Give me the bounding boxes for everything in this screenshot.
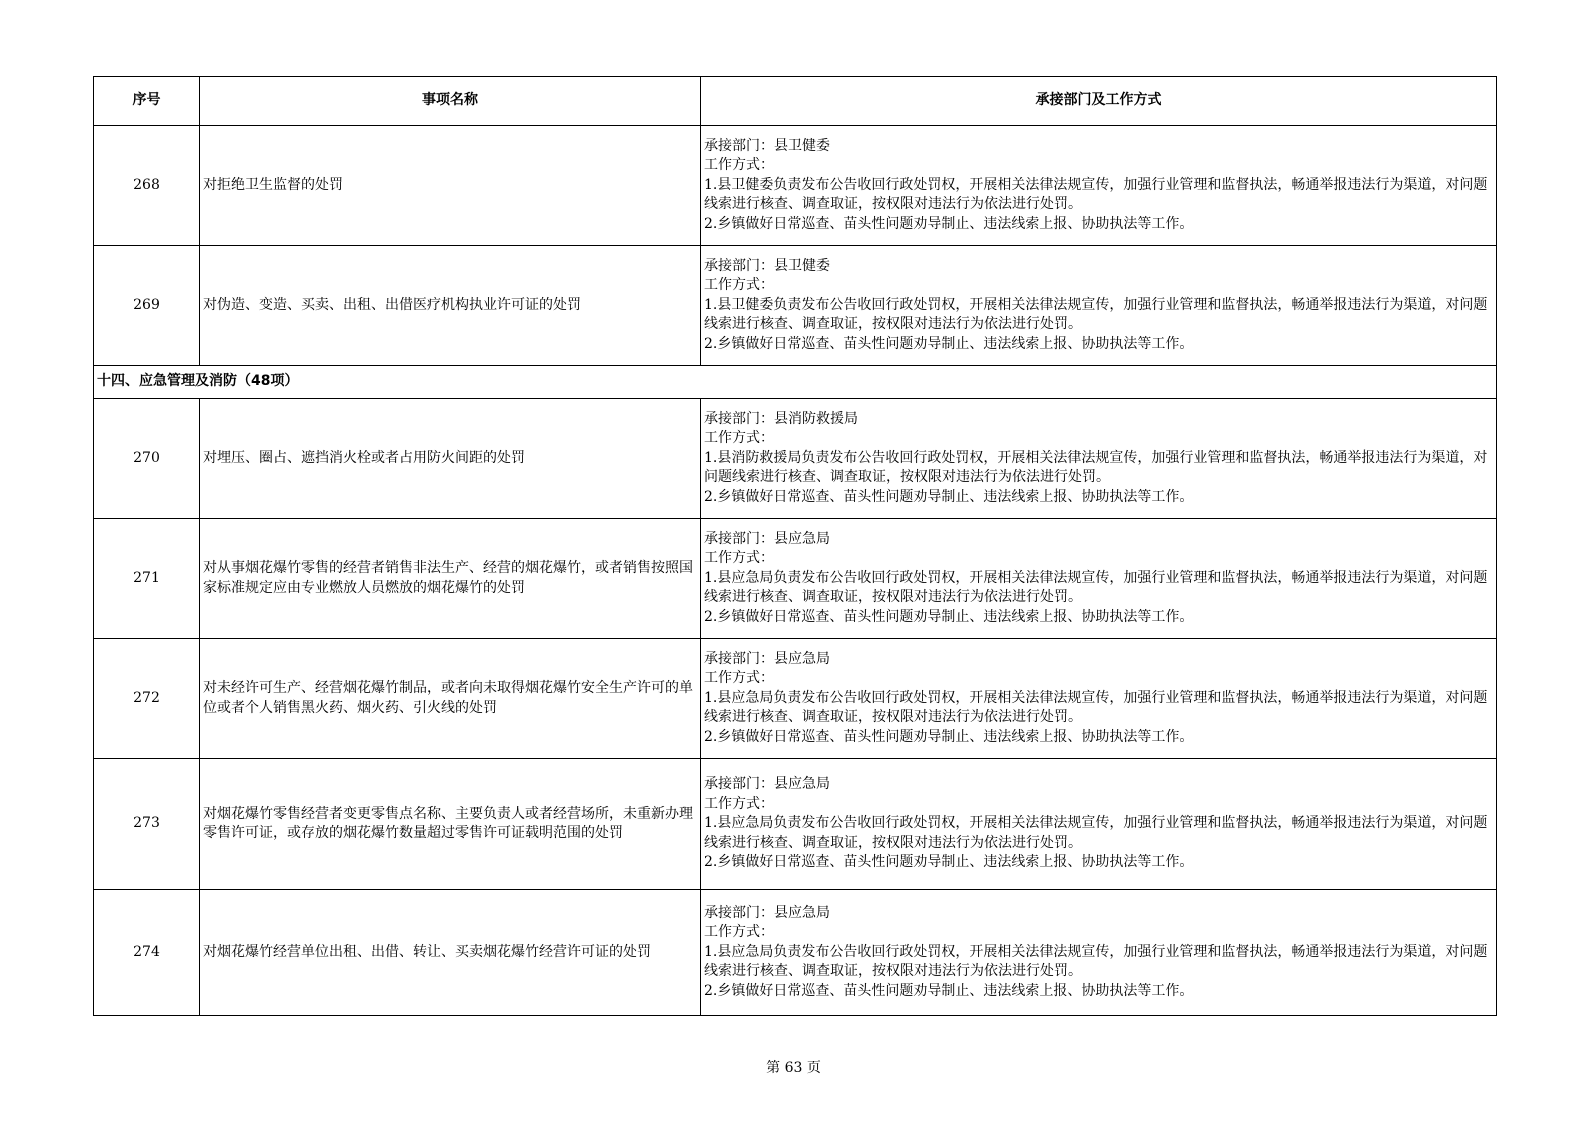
- row-number: 274: [94, 890, 200, 1016]
- method-item-2: 2.乡镇做好日常巡查、苗头性问题劝导制止、违法线索上报、协助执法等工作。: [704, 488, 1194, 505]
- method-item-2: 2.乡镇做好日常巡查、苗头性问题劝导制止、违法线索上报、协助执法等工作。: [704, 854, 1194, 871]
- row-item-name: 对从事烟花爆竹零售的经营者销售非法生产、经营的烟花爆竹，或者销售按照国家标准规定应由专业燃放人员燃放的烟花爆竹的处罚: [200, 519, 701, 639]
- method-item-1: 1.县应急局负责发布公告收回行政处罚权，开展相关法律法规宣传，加强行业管理和监督执法，畅通举报违法行为渠道，对问题线索进行核查、调查取证，按权限对违法行为依法进行处罚。: [704, 569, 1488, 606]
- method-label: 工作方式：: [704, 430, 774, 447]
- row-number: 269: [94, 246, 200, 366]
- method-item-1: 1.县应急局负责发布公告收回行政处罚权，开展相关法律法规宣传，加强行业管理和监督执法，畅通举报违法行为渠道，对问题线索进行核查、调查取证，按权限对违法行为依法进行处罚。: [704, 689, 1488, 726]
- row-department-cell: [701, 126, 1497, 246]
- row-number: 272: [94, 639, 200, 759]
- method-item-1: 1.县应急局负责发布公告收回行政处罚权，开展相关法律法规宣传，加强行业管理和监督执法，畅通举报违法行为渠道，对问题线索进行核查、调查取证，按权限对违法行为依法进行处罚。: [704, 943, 1488, 980]
- row-item-name: 对伪造、变造、买卖、出租、出借医疗机构执业许可证的处罚: [200, 246, 701, 366]
- table-row: [94, 890, 1497, 1016]
- row-number: 271: [94, 519, 200, 639]
- method-item-2: 2.乡镇做好日常巡查、苗头性问题劝导制止、违法线索上报、协助执法等工作。: [704, 982, 1194, 999]
- row-department-cell: [701, 246, 1497, 366]
- method-item-1: 1.县卫健委负责发布公告收回行政处罚权，开展相关法律法规宣传，加强行业管理和监督执法，畅通举报违法行为渠道，对问题线索进行核查、调查取证，按权限对违法行为依法进行处罚。: [704, 296, 1488, 333]
- method-label: 工作方式：: [704, 795, 774, 812]
- row-department-cell: [701, 519, 1497, 639]
- row-department-cell: [701, 759, 1497, 890]
- row-department-cell: [701, 639, 1497, 759]
- table-header-row: [94, 77, 1497, 126]
- method-item-1: 1.县卫健委负责发布公告收回行政处罚权，开展相关法律法规宣传，加强行业管理和监督执法，畅通举报违法行为渠道，对问题线索进行核查、调查取证，按权限对违法行为依法进行处罚。: [704, 176, 1488, 213]
- method-label: 工作方式：: [704, 924, 774, 941]
- row-department-cell: [701, 890, 1497, 1016]
- items-table: [93, 76, 1497, 1016]
- table-row: [94, 759, 1497, 890]
- section-row: [94, 366, 1497, 399]
- department-label: 承接部门：县应急局: [704, 530, 830, 547]
- method-item-2: 2.乡镇做好日常巡查、苗头性问题劝导制止、违法线索上报、协助执法等工作。: [704, 215, 1194, 232]
- department-label: 承接部门：县卫健委: [704, 257, 830, 274]
- row-item-name: 对烟花爆竹经营单位出租、出借、转让、买卖烟花爆竹经营许可证的处罚: [200, 890, 701, 1016]
- table-row: [94, 399, 1497, 519]
- department-label: 承接部门：县应急局: [704, 650, 830, 667]
- method-item-2: 2.乡镇做好日常巡查、苗头性问题劝导制止、违法线索上报、协助执法等工作。: [704, 335, 1194, 352]
- row-item-name: 对未经许可生产、经营烟花爆竹制品，或者向未取得烟花爆竹安全生产许可的单位或者个人销售黑火药、烟火药、引火线的处罚: [200, 639, 701, 759]
- method-label: 工作方式：: [704, 550, 774, 567]
- department-label: 承接部门：县卫健委: [704, 137, 830, 154]
- department-label: 承接部门：县消防救援局: [704, 410, 858, 427]
- table-row: [94, 246, 1497, 366]
- method-label: 工作方式：: [704, 670, 774, 687]
- method-label: 工作方式：: [704, 157, 774, 174]
- department-label: 承接部门：县应急局: [704, 776, 830, 793]
- table-row: [94, 126, 1497, 246]
- header-serial-number: 序号: [94, 77, 200, 126]
- row-item-name: 对拒绝卫生监督的处罚: [200, 126, 701, 246]
- section-title: 十四、应急管理及消防（48项）: [94, 366, 1497, 399]
- page-number: 第 63 页: [766, 1060, 821, 1076]
- row-item-name: 对埋压、圈占、遮挡消火栓或者占用防火间距的处罚: [200, 399, 701, 519]
- table-row: [94, 519, 1497, 639]
- row-item-name: 对烟花爆竹零售经营者变更零售点名称、主要负责人或者经营场所，未重新办理零售许可证，或存放的烟花爆竹数量超过零售许可证载明范围的处罚: [200, 759, 701, 890]
- row-department-cell: [701, 399, 1497, 519]
- department-label: 承接部门：县应急局: [704, 904, 830, 921]
- table-row: [94, 639, 1497, 759]
- method-label: 工作方式：: [704, 277, 774, 294]
- header-department-method: 承接部门及工作方式: [701, 77, 1497, 126]
- row-number: 270: [94, 399, 200, 519]
- method-item-1: 1.县消防救援局负责发布公告收回行政处罚权，开展相关法律法规宣传，加强行业管理和监督执法，畅通举报违法行为渠道，对问题线索进行核查、调查取证，按权限对违法行为依法进行处罚。: [704, 449, 1488, 486]
- method-item-2: 2.乡镇做好日常巡查、苗头性问题劝导制止、违法线索上报、协助执法等工作。: [704, 608, 1194, 625]
- row-number: 268: [94, 126, 200, 246]
- row-number: 273: [94, 759, 200, 890]
- method-item-1: 1.县应急局负责发布公告收回行政处罚权，开展相关法律法规宣传，加强行业管理和监督执法，畅通举报违法行为渠道，对问题线索进行核查、调查取证，按权限对违法行为依法进行处罚。: [704, 815, 1488, 851]
- method-item-2: 2.乡镇做好日常巡查、苗头性问题劝导制止、违法线索上报、协助执法等工作。: [704, 728, 1194, 745]
- header-item-name: 事项名称: [200, 77, 701, 126]
